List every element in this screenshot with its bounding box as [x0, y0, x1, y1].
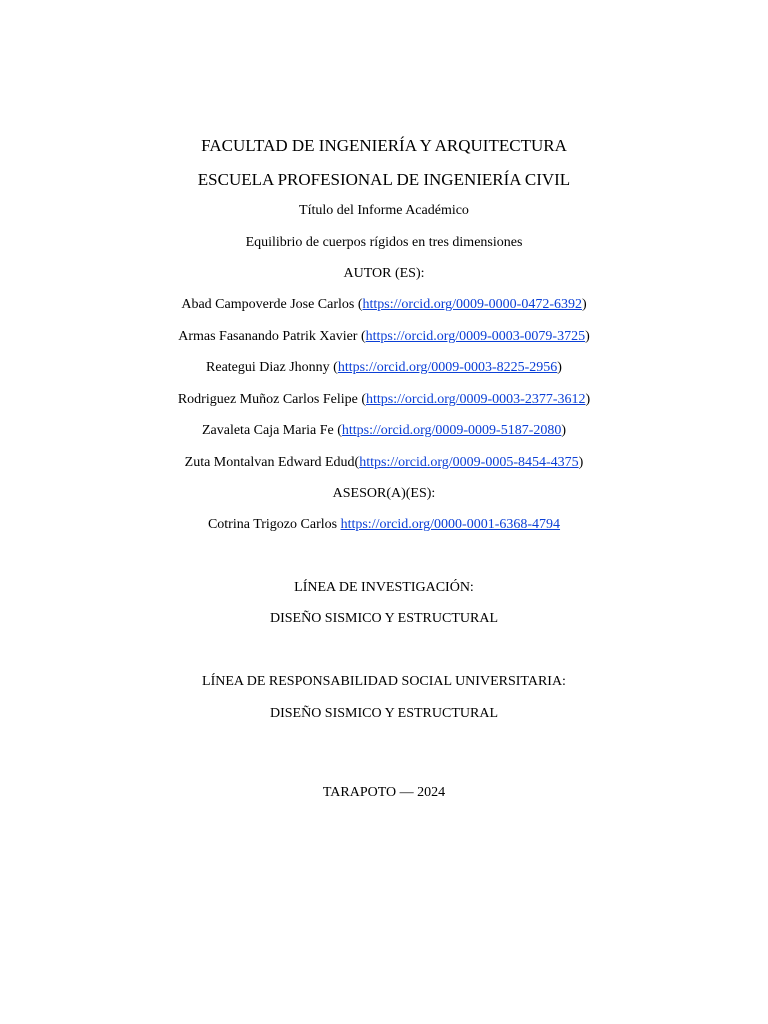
advisor-line — [0, 518, 768, 532]
author-line — [0, 298, 768, 312]
author-line — [0, 330, 768, 344]
author-line — [0, 393, 768, 407]
orcid-link[interactable]: https://orcid.org/0009-0005-8454-4375 — [359, 455, 579, 470]
advisors-heading: ASESOR(A)(ES): — [332, 486, 436, 501]
research-line-heading: LÍNEA DE INVESTIGACIÓN: — [294, 580, 474, 595]
advisor-name: Cotrina Trigozo Carlos — [207, 517, 341, 532]
author-name: Armas Fasanando Patrik Xavier ( — [178, 329, 366, 344]
place-date: TARAPOTO — 2024 — [322, 785, 446, 800]
author-close: ) — [585, 392, 591, 407]
author-line — [0, 424, 768, 438]
orcid-link[interactable]: https://orcid.org/0009-0003-2377-3612 — [366, 392, 586, 407]
orcid-link[interactable]: https://orcid.org/0009-0003-8225-2956 — [337, 360, 558, 375]
author-name: Reategui Diaz Jhonny ( — [206, 360, 338, 375]
report-title: Equilibrio de cuerpos rígidos en tres dimensiones — [245, 235, 523, 250]
author-close: ) — [561, 423, 567, 438]
report-type: Título del Informe Académico — [299, 203, 469, 218]
author-name: Rodriguez Muñoz Carlos Felipe ( — [177, 392, 367, 407]
faculty-title: FACULTAD DE INGENIERÍA Y ARQUITECTURA — [201, 136, 567, 155]
author-name: Zuta Montalvan Edward Edud( — [184, 455, 360, 470]
author-close: ) — [581, 297, 587, 312]
author-name: Abad Campoverde Jose Carlos ( — [181, 297, 363, 312]
orcid-link[interactable]: https://orcid.org/0009-0009-5187-2080 — [341, 423, 562, 438]
author-close: ) — [557, 360, 562, 375]
authors-heading: AUTOR (ES): — [343, 266, 425, 281]
research-line: DISEÑO SISMICO Y ESTRUCTURAL — [269, 611, 499, 626]
advisor-orcid-link[interactable]: https://orcid.org/0000-0001-6368-4794 — [340, 517, 561, 532]
author-line — [0, 361, 768, 375]
social-line: DISEÑO SISMICO Y ESTRUCTURAL — [269, 706, 499, 721]
author-name: Zavaleta Caja Maria Fe ( — [201, 423, 342, 438]
social-line-heading: LÍNEA DE RESPONSABILIDAD SOCIAL UNIVERSITARIA: — [202, 674, 566, 689]
orcid-link[interactable]: https://orcid.org/0009-0000-0472-6392 — [362, 297, 582, 312]
author-close: ) — [585, 329, 590, 344]
author-close: ) — [578, 455, 584, 470]
school-title: ESCUELA PROFESIONAL DE INGENIERÍA CIVIL — [197, 170, 571, 189]
orcid-link[interactable]: https://orcid.org/0009-0003-0079-3725 — [365, 329, 586, 344]
author-line — [0, 456, 768, 470]
